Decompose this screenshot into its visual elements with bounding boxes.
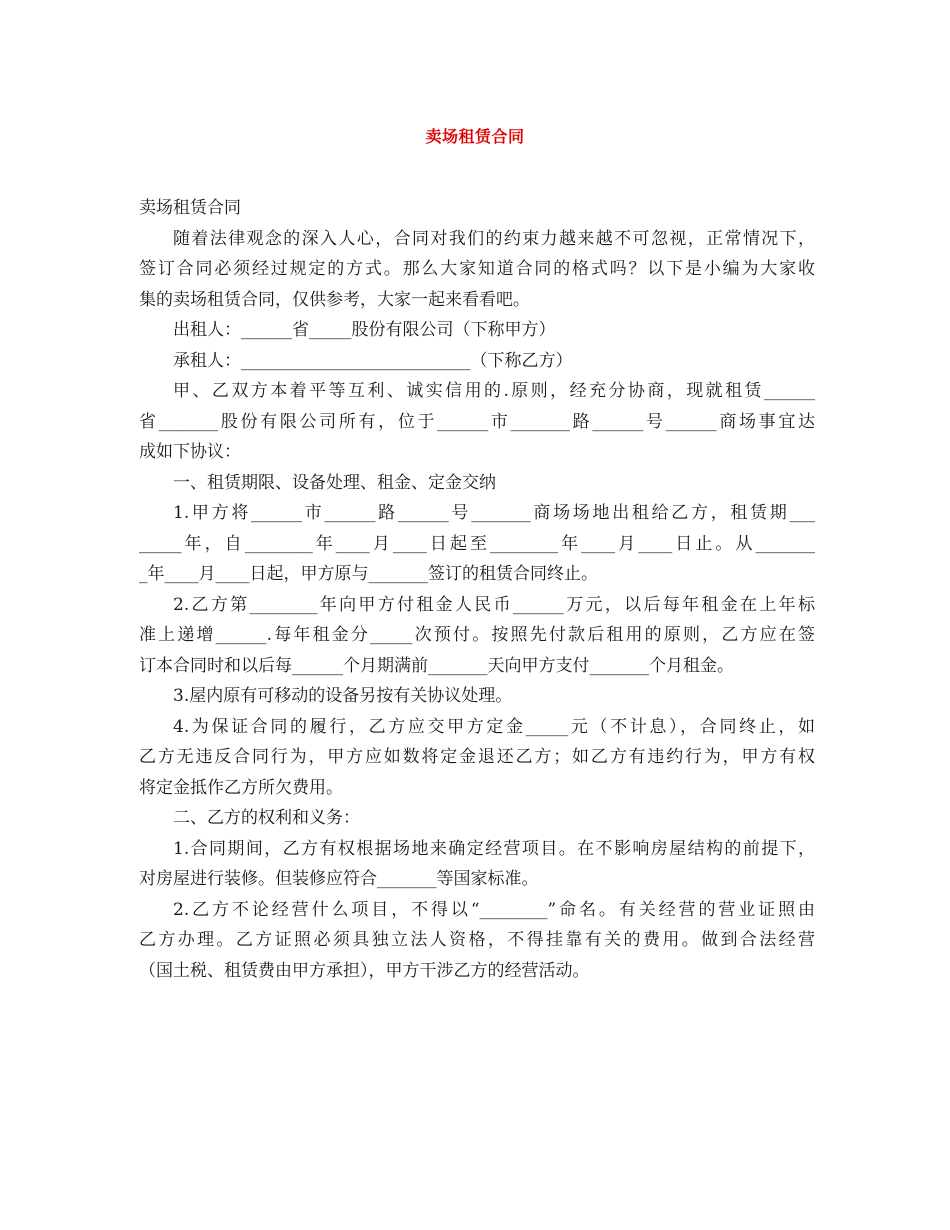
clause-line: 2.乙方不论经营什么项目，不得以“________”命名。有关经营的营业证照由: [173, 899, 815, 920]
clause-line: 准上递增______.每年租金分_____次预付。按照先付款后租用的原则，乙方应在签: [139, 625, 815, 645]
clause-line: 乙方办理。乙方证照必须具独立法人资格，不得挂靠有关的费用。做到合法经营: [139, 930, 815, 950]
clause-line: 2.乙方第________年向甲方付租金人民币______万元，以后每年租金在上年标: [173, 594, 815, 615]
paragraph-line: 甲、乙双方本着平等互利、诚实信用的.原则，经充分协商，现就租赁______: [173, 381, 815, 401]
clause-line: 4.为保证合同的履行，乙方应交甲方定金_____元（不计息），合同终止，如: [173, 716, 815, 737]
section-heading: 一、租赁期限、设备处理、租金、定金交纳: [173, 472, 496, 493]
lessee-line: 承租人：___________________________（下称乙方）: [173, 350, 573, 371]
paragraph-line: 成如下协议：: [139, 442, 241, 462]
document-title: 卖场租赁合同: [425, 127, 525, 146]
clause-line: 1.合同期间，乙方有权根据场地来确定经营项目。在不影响房屋结构的前提下，: [173, 838, 815, 859]
clause-line: 订本合同时和以后每______个月期满前_______天向甲方支付_______个月租金。: [139, 655, 734, 676]
clause-line: 1.甲方将______市______路______号_______商场场地出租给乙方，租赁期___: [173, 503, 815, 523]
paragraph-line: 集的卖场租赁合同，仅供参考，大家一起来看看吧。: [139, 289, 530, 310]
clause-line: 3.屋内原有可移动的设备另按有关协议处理。: [173, 686, 513, 706]
clause-line: （国土税、租赁费由甲方承担），甲方干涉乙方的经营活动。: [139, 960, 590, 981]
clause-line: _____年，自________年____月____日起至________年____月____日止。从_______: [139, 533, 815, 554]
paragraph-line: 签订合同必须经过规定的方式。那么大家知道合同的格式吗？以下是小编为大家收: [139, 259, 815, 279]
clause-line: 乙方无违反合同行为，甲方应如数将定金退还乙方；如乙方有违约行为，甲方有权: [139, 747, 815, 767]
paragraph-line: 随着法律观念的深入人心，合同对我们的约束力越来越不可忽视，正常情况下，: [173, 228, 815, 249]
paragraph-line: 省_______股份有限公司所有，位于______市_______路______号______商场事宜达: [139, 411, 815, 432]
subtitle-line: 卖场租赁合同: [139, 198, 241, 218]
document-body: [139, 193, 815, 986]
clause-line: 对房屋进行装修。但装修应符合_______等国家标准。: [139, 869, 539, 889]
clause-line: _年____月____日起，甲方原与_______签订的租赁合同终止。: [139, 564, 598, 584]
lessor-line: 出租人：______省_____股份有限公司（下称甲方）: [173, 320, 556, 340]
section-heading: 二、乙方的权利和义务：: [173, 808, 360, 828]
clause-line: 将定金抵作乙方所欠费用。: [139, 777, 343, 798]
